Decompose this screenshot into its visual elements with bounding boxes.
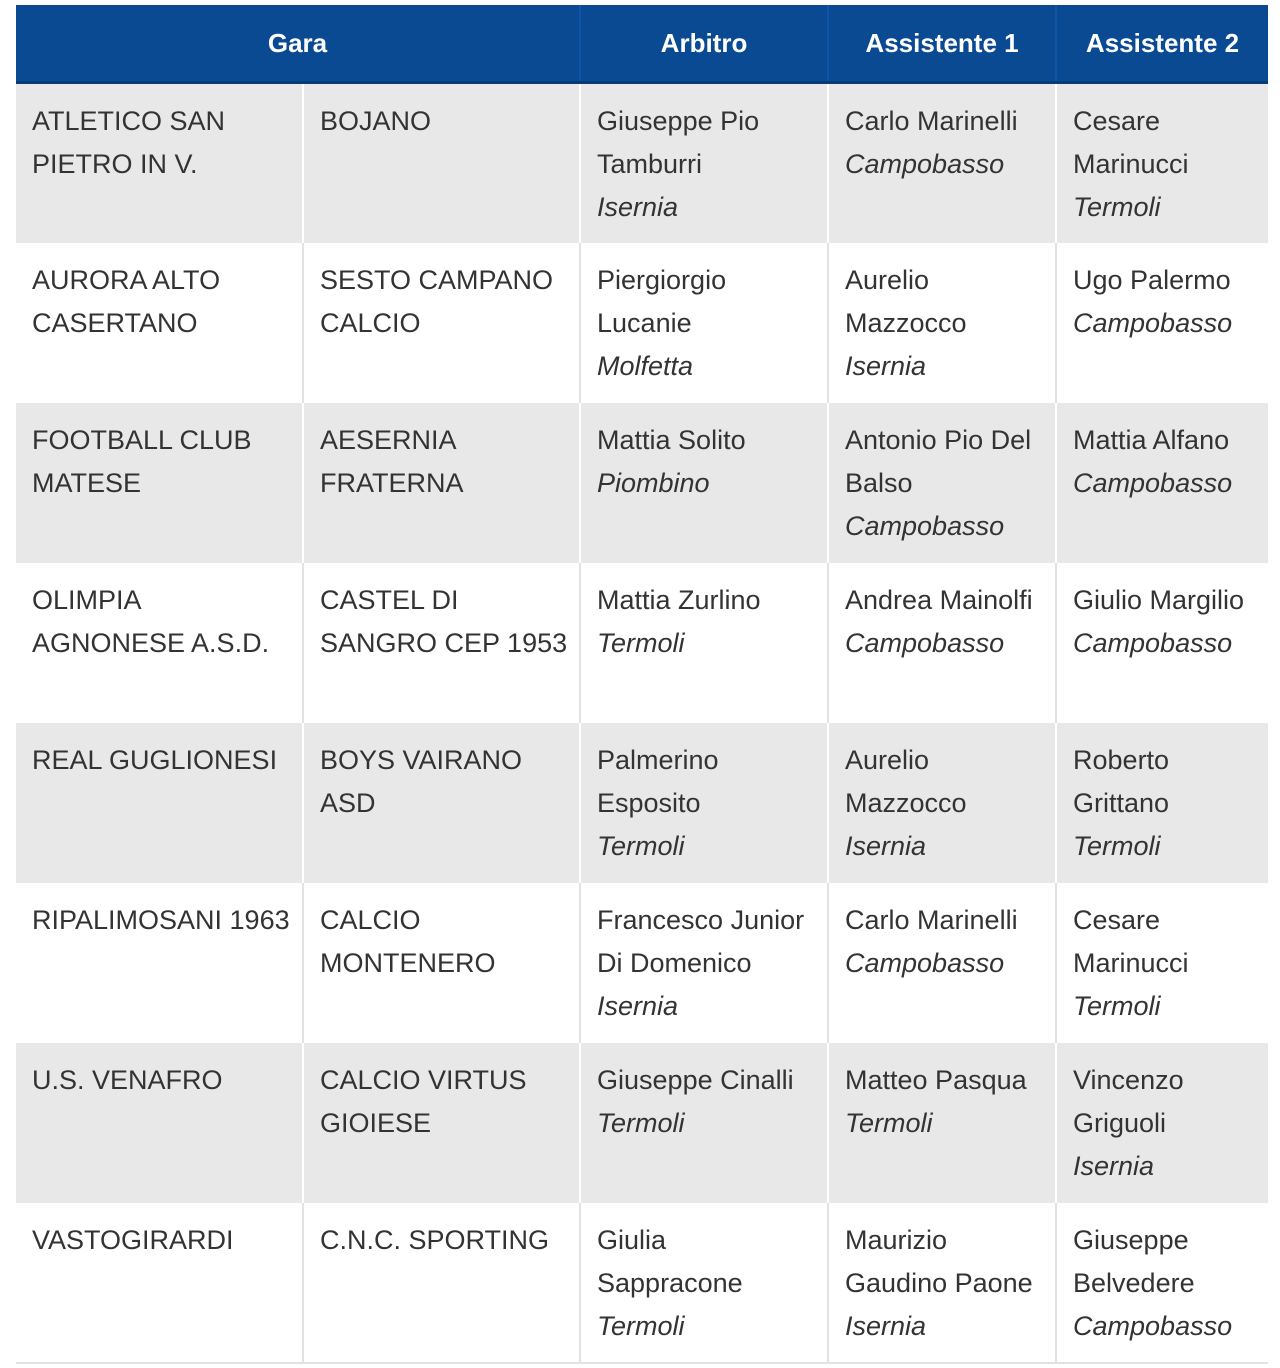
arbitro-cell: [580, 1203, 828, 1363]
official-city: Campobasso: [845, 510, 1005, 541]
home-team-cell: RIPALIMOSANI 1963: [16, 883, 303, 1043]
away-team-cell: BOJANO: [303, 83, 580, 243]
away-team-cell: BOYS VAIRANO ASD: [303, 723, 580, 883]
table-row: [16, 883, 1268, 1043]
arbitro-cell: [580, 83, 828, 243]
official-name: Giuseppe Pio Tamburri: [597, 106, 760, 179]
official-name: Matteo Pasqua: [845, 1064, 1027, 1095]
table-row: [16, 1203, 1268, 1363]
assistente-2-cell: [1056, 83, 1268, 243]
table-header-row: [16, 5, 1268, 83]
official-city: Termoli: [597, 1107, 685, 1138]
away-team-cell: CALCIO VIRTUS GIOIESE: [303, 1043, 580, 1203]
official-city: Campobasso: [1073, 1310, 1233, 1341]
official-city: Campobasso: [1073, 307, 1233, 338]
official-city: Termoli: [597, 627, 685, 658]
away-team-cell: SESTO CAMPANO CALCIO: [303, 243, 580, 403]
assistente-2-cell: [1056, 243, 1268, 403]
arbitro-cell: [580, 403, 828, 563]
referee-assignments-table: [16, 5, 1268, 1364]
header-arbitro: Arbitro: [580, 5, 828, 83]
assistente-1-cell: [828, 403, 1056, 563]
home-team-cell: REAL GUGLIONESI: [16, 723, 303, 883]
official-city: Campobasso: [845, 947, 1005, 978]
assistente-2-cell: [1056, 723, 1268, 883]
official-city: Campobasso: [1073, 627, 1233, 658]
official-name: Roberto Grittano: [1073, 744, 1170, 818]
assistente-2-cell: [1056, 403, 1268, 563]
official-city: Isernia: [845, 350, 927, 381]
assistente-1-cell: [828, 883, 1056, 1043]
referee-table-container: [16, 5, 1268, 1364]
header-assistente-2: Assistente 2: [1056, 5, 1268, 83]
official-city: Isernia: [1073, 1150, 1155, 1181]
official-name: Giuseppe Cinalli: [597, 1064, 794, 1095]
assistente-2-cell: [1056, 883, 1268, 1043]
official-name: Francesco Junior Di Domenico: [597, 904, 805, 978]
official-name: Giulio Margilio: [1073, 584, 1245, 615]
away-team-cell: C.N.C. SPORTING: [303, 1203, 580, 1363]
official-city: Isernia: [597, 990, 679, 1021]
official-name: Mattia Solito: [597, 424, 746, 455]
table-row: [16, 83, 1268, 243]
official-name: Vincenzo Griguoli: [1073, 1064, 1184, 1138]
arbitro-cell: [580, 1043, 828, 1203]
official-city: Isernia: [597, 192, 679, 222]
table-row: [16, 403, 1268, 563]
official-name: Antonio Pio Del Balso: [845, 424, 1032, 498]
official-city: Termoli: [845, 1107, 933, 1138]
table-row: [16, 563, 1268, 723]
official-city: Campobasso: [845, 627, 1005, 658]
official-city: Piombino: [597, 467, 710, 498]
official-name: Carlo Marinelli: [845, 106, 1018, 136]
assistente-1-cell: [828, 83, 1056, 243]
home-team-cell: AURORA ALTO CASERTANO: [16, 243, 303, 403]
official-name: Palmerino Esposito: [597, 744, 719, 818]
official-city: Molfetta: [597, 350, 694, 381]
arbitro-cell: [580, 723, 828, 883]
official-name: Maurizio Gaudino Paone: [845, 1224, 1033, 1298]
away-team-cell: AESERNIA FRATERNA: [303, 403, 580, 563]
official-city: Termoli: [1073, 990, 1161, 1021]
home-team-cell: VASTOGIRARDI: [16, 1203, 303, 1363]
official-name: Giuseppe Belvedere: [1073, 1224, 1195, 1298]
official-name: Mattia Alfano: [1073, 424, 1230, 455]
official-city: Termoli: [1073, 830, 1161, 861]
official-city: Isernia: [845, 830, 927, 861]
official-city: Campobasso: [845, 149, 1005, 179]
table-row: [16, 243, 1268, 403]
arbitro-cell: [580, 883, 828, 1043]
table-row: [16, 1043, 1268, 1203]
arbitro-cell: [580, 243, 828, 403]
official-city: Termoli: [597, 1310, 685, 1341]
official-name: Cesare Marinucci: [1073, 106, 1189, 179]
away-team-cell: CASTEL DI SANGRO CEP 1953: [303, 563, 580, 723]
assistente-1-cell: [828, 1043, 1056, 1203]
assistente-1-cell: [828, 1203, 1056, 1363]
arbitro-cell: [580, 563, 828, 723]
official-name: Piergiorgio Lucanie: [597, 264, 727, 338]
official-city: Termoli: [1073, 192, 1161, 222]
assistente-1-cell: [828, 723, 1056, 883]
table-row: [16, 723, 1268, 883]
header-assistente-1: Assistente 1: [828, 5, 1056, 83]
header-gara: Gara: [16, 5, 580, 83]
assistente-2-cell: [1056, 1203, 1268, 1363]
official-name: Aurelio Mazzocco: [845, 264, 967, 338]
assistente-2-cell: [1056, 1043, 1268, 1203]
home-team-cell: U.S. VENAFRO: [16, 1043, 303, 1203]
official-name: Ugo Palermo: [1073, 264, 1231, 295]
official-name: Andrea Mainolfi: [845, 584, 1033, 615]
home-team-cell: FOOTBALL CLUB MATESE: [16, 403, 303, 563]
home-team-cell: OLIMPIA AGNONESE A.S.D.: [16, 563, 303, 723]
official-city: Campobasso: [1073, 467, 1233, 498]
official-name: Carlo Marinelli: [845, 904, 1018, 935]
home-team-cell: ATLETICO SAN PIETRO IN V.: [16, 83, 303, 243]
assistente-1-cell: [828, 243, 1056, 403]
assistente-2-cell: [1056, 563, 1268, 723]
official-city: Isernia: [845, 1310, 927, 1341]
official-name: Aurelio Mazzocco: [845, 744, 967, 818]
official-name: Giulia Sappracone: [597, 1224, 743, 1298]
official-name: Cesare Marinucci: [1073, 904, 1189, 978]
assistente-1-cell: [828, 563, 1056, 723]
away-team-cell: CALCIO MONTENERO: [303, 883, 580, 1043]
official-city: Termoli: [597, 830, 685, 861]
official-name: Mattia Zurlino: [597, 584, 761, 615]
